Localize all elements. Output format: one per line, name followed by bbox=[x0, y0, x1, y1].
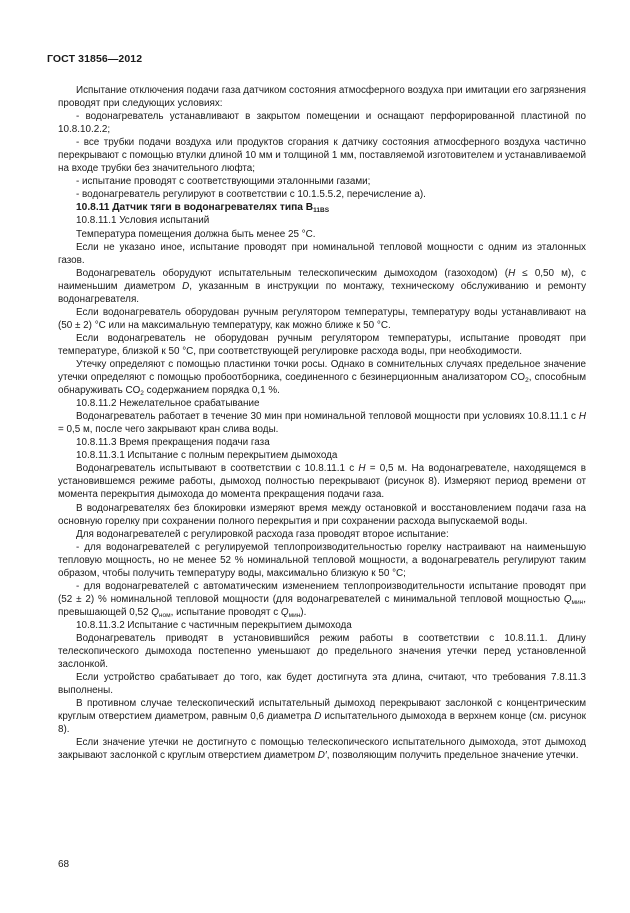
subsection-title: 10.8.11.3.2 Испытание с частичным перекрытием дымохода bbox=[76, 619, 352, 631]
paragraph: Если устройство срабатывает до того, как будет достигнута эта длина, считают, что требования 7.8.11.3 выполнены. bbox=[58, 672, 586, 697]
subsection-title: 10.8.11.2 Нежелательное срабатывание bbox=[76, 398, 260, 410]
text-run: = 0,5 м bbox=[365, 463, 405, 475]
symbol-d: D bbox=[182, 280, 190, 292]
paragraph bbox=[58, 358, 586, 397]
symbol-h: H bbox=[358, 463, 366, 475]
section-heading bbox=[58, 201, 586, 214]
symbol-d-prime: D′ bbox=[317, 750, 327, 762]
paragraph bbox=[58, 736, 586, 762]
symbol-q: Q bbox=[563, 593, 572, 605]
text-run: Водонагреватель работает в течение 30 мин при номинальной тепловой мощности при условиях 10.8.11.1 с bbox=[76, 411, 579, 423]
document-header: ГОСТ 31856—2012 bbox=[47, 53, 143, 65]
paragraph: - водонагреватель регулируют в соответствии с 10.1.5.5.2, перечисление а). bbox=[76, 189, 426, 201]
paragraph: Температура помещения должна быть менее 25 °С. bbox=[76, 228, 316, 240]
symbol-h: H bbox=[578, 411, 586, 423]
paragraph: Для водонагревателей с регулировкой расхода газа проводят второе испытание: bbox=[76, 528, 449, 540]
text-run: содержанием порядка 0,1 %. bbox=[143, 385, 280, 397]
subscript: 2 bbox=[140, 390, 144, 398]
text-run: , испытание проводят с bbox=[170, 606, 281, 618]
paragraph: Если не указано иное, испытание проводят при номинальной тепловой мощности с одним из эталонных газов. bbox=[58, 241, 586, 266]
symbol-q: Q bbox=[280, 606, 289, 618]
paragraph: - испытание проводят с соответствующими эталонными газами; bbox=[76, 176, 371, 188]
paragraph bbox=[58, 410, 586, 436]
subscript: мин bbox=[571, 598, 584, 606]
paragraph bbox=[58, 580, 586, 619]
paragraph: - для водонагревателей с регулируемой теплопроизводительностью горелку настраивают на наименьшую тепловую мощность, но не менее 52 % номинальной тепловой мощности, а водонагреватель регулируют таким образом, чтобы получить температуру воды, максимально близкую к 50 °С; bbox=[58, 541, 586, 579]
text-run: ). bbox=[300, 606, 307, 618]
paragraph: В водонагревателях без блокировки измеряют время между остановкой и восстановлением подачи газа на основную горелку при сохранении полного перекрытия и при сохранении расхода выпускаемой воды. bbox=[58, 502, 586, 527]
symbol-q: Q bbox=[151, 606, 159, 618]
subscript: мин bbox=[288, 611, 301, 619]
text-run: испытательного дымохода в верхнем конце (см. рисунок 8). bbox=[58, 711, 586, 736]
text-run: В противном случае телескопический испытательный дымоход перекрывают заслонкой с концентрическим круглым отверстием диаметром, равным 0,6 диаметра bbox=[58, 698, 586, 723]
symbol-d: D bbox=[314, 711, 322, 723]
paragraph bbox=[58, 697, 586, 736]
subsection-title: 10.8.11.3.1 Испытание с полным перекрытием дымохода bbox=[76, 450, 338, 462]
text-run: , с наименьшим диаметром bbox=[58, 267, 586, 292]
paragraph: - все трубки подачи воздуха или продуктов сгорания к датчику состояния атмосферного воздуха частично перекрывают с помощью втулки длиной 10 мм и толщиной 1 мм, поставляемой изготовителем и устанавливаемой на входе трубки без значительного люфта; bbox=[58, 137, 586, 175]
text-run: ≤ 0,50 м) bbox=[515, 267, 572, 279]
subsection-title: 10.8.11.1 Условия испытаний bbox=[76, 215, 210, 227]
text-run: Водонагреватель оборудуют испытательным телескопическим дымоходом (газоходом) ( bbox=[76, 267, 509, 279]
paragraph bbox=[58, 462, 586, 501]
subsection-title: 10.8.11.3 Время прекращения подачи газа bbox=[76, 437, 270, 449]
heading-subscript: 11BS bbox=[313, 207, 330, 215]
heading-text: 10.8.11 Датчик тяги в водонагревателях типа B bbox=[76, 202, 314, 214]
text-run: , превышающей 0,52 bbox=[58, 593, 586, 618]
text-run: Водонагреватель испытывают в соответствии с 10.8.11.1 с bbox=[76, 463, 359, 475]
text-run: , позволяющим получить предельное значение утечки. bbox=[326, 750, 579, 762]
page-number: 68 bbox=[58, 859, 70, 870]
subscript: 2 bbox=[525, 377, 529, 385]
paragraph bbox=[58, 267, 586, 306]
text-run: . На водонагревателе, находящемся в установившемся режиме работы, дымоход полностью перекрывают (рисунок 8). Измеряют период времени от момента перекрытия дымохода до момента прекращения подачи газа. bbox=[58, 463, 586, 501]
paragraph: Испытание отключения подачи газа датчиком состояния атмосферного воздуха при имитации его загрязнения проводят при следующих условиях: bbox=[58, 85, 586, 110]
text-run: , указанным в инструкции по монтажу, техническому обслуживанию и ремонту водонагревателя. bbox=[58, 280, 587, 305]
text-run: - для водонагревателей с автоматическим изменением теплопроизводительности испытание проводят при (52 ± 2) % номинальной тепловой мощности (для водонагревателей с минимальной тепловой мощностью bbox=[58, 580, 586, 605]
text-run: Если значение утечки не достигнуто с помощью телескопического испытательного дымохода, этот дымоход закрывают заслонкой с круглым отверстием диаметром bbox=[58, 737, 586, 762]
text-run: = 0,5 м bbox=[58, 424, 90, 436]
paragraph: Если водонагреватель не оборудован ручным регулятором температуры, испытание проводят при температуре, близкой к 50 °С, при соответствующей регулировке расхода воды, при необходимости. bbox=[58, 332, 586, 357]
text-run: , после чего закрывают кран слива воды. bbox=[89, 424, 279, 436]
paragraph: Водонагреватель приводят в установившийся режим работы в соответствии с 10.8.11.1. Длину телескопического дымохода постепенно уменьшают до предельного значения утечки перед установленной заслонкой. bbox=[58, 632, 586, 671]
text-run: , способным обнаруживать CO bbox=[58, 372, 586, 397]
paragraph: - водонагреватель устанавливают в закрытом помещении и оснащают перфорированной пластиной по 10.8.10.2.2; bbox=[58, 111, 586, 136]
subscript: ном bbox=[158, 611, 171, 619]
document-body bbox=[58, 84, 586, 762]
paragraph: Если водонагреватель оборудован ручным регулятором температуры, температуру воды устанавливают на (50 ± 2) °С или на максимальную температуру, как можно ближе к 50 °С. bbox=[58, 306, 586, 331]
symbol-h: H bbox=[508, 267, 516, 279]
text-run: Утечку определяют с помощью пластинки точки росы. Однако в сомнительных случаях предельное значение утечки определяют с помощью пробоотборника, соединенного с безинерционным анализатором CO bbox=[58, 358, 586, 384]
